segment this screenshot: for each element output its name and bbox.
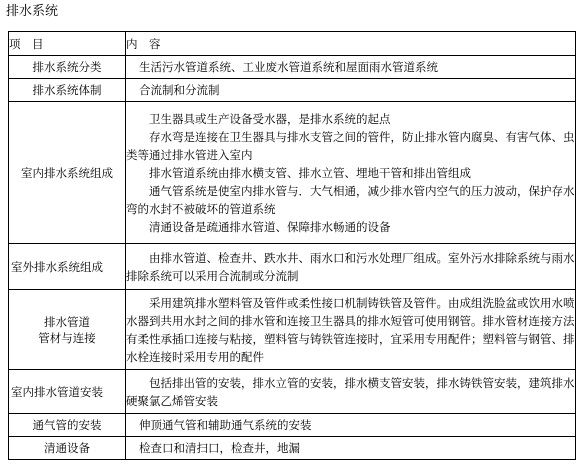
row-content-text: 检查口和清扫口，检查井，地漏: [139, 441, 300, 455]
row-item-label: 排水管道: [44, 314, 90, 329]
table-row: [9, 79, 576, 102]
row-item-label: 排水系统体制: [32, 83, 102, 97]
row-item-label: 清通设备: [44, 441, 90, 455]
row-content-cell: [126, 79, 576, 102]
row-item-label: 室外排水系统组成: [11, 259, 103, 274]
row-content-cell: [126, 290, 576, 370]
table-row: [9, 370, 576, 414]
table-header-row: [9, 32, 576, 56]
table-row: [9, 102, 576, 244]
row-item-label: 管材与连接: [38, 330, 96, 345]
table-row: [9, 414, 576, 437]
row-item-cell: [9, 370, 126, 414]
table-row: [9, 56, 576, 79]
row-content-cell: [126, 56, 576, 79]
drainage-system-table: [8, 31, 576, 460]
row-item-label: 室内排水管道安装: [11, 384, 103, 399]
row-content-paragraph: 包括排出管的安装，排水立管的安装，排水横支管安装，排水铸铁管安装，建筑排水硬聚氯乙烯管安装: [126, 375, 575, 408]
row-item-cell: [9, 102, 126, 244]
header-content: 内 容: [126, 32, 576, 56]
row-item-cell: [9, 290, 126, 370]
row-item-cell: [9, 414, 126, 437]
row-content-text: 伸顶通气管和辅助通气系统的安装: [139, 418, 312, 432]
row-item-label: 排水系统分类: [32, 60, 102, 74]
row-content-paragraph: 通气管系统是使室内排水管与．大气相通，减少排水管内空气的压力波动，保护存水弯的水封不被破坏的管道系统: [126, 183, 575, 216]
table-row: [9, 244, 576, 290]
row-item-cell: [9, 79, 126, 102]
document-title: 排水系统: [6, 4, 59, 19]
row-item-cell: [9, 244, 126, 290]
row-content-paragraph: 采用建筑排水塑料管及管件或柔性接口机制铸铁管及管件。由成组洗脸盆或饮用水喷水器到共用水封之间的排水管和连接卫生器具的排水短管可使用钢管。排水管材连接方法有柔性承插口连接与粘接，塑料管与铸铁管连接时，宜采用专用配件；塑料管与钢管、排水栓连接时采用专用的配件: [126, 295, 575, 364]
row-content-paragraph: 存水弯是连接在卫生器具与排水支管之间的管件，防止排水管内腐臭、有害气体、虫类等通过排水管进入室内: [126, 129, 575, 162]
header-item: 项 目: [9, 32, 126, 56]
row-content-cell: [126, 437, 576, 460]
row-content-paragraph: 排水管道系统由排水横支管、排水立管、埋地干管和排出管组成: [149, 165, 471, 180]
row-content-paragraph: 清通设备是疏通排水管道、保障排水畅通的设备: [149, 219, 391, 234]
row-item-label: 通气管的安装: [32, 418, 102, 432]
row-content-cell: [126, 102, 576, 244]
row-content-cell: [126, 370, 576, 414]
row-content-text: 合流制和分流制: [139, 83, 220, 97]
row-content-paragraph: 卫生器具或生产设备受水器，是排水系统的起点: [149, 111, 391, 126]
row-content-paragraph: 由排水管道、检查井、跌水井、雨水口和污水处理厂组成。室外污水排除系统与雨水排除系统可以采用合流制或分流制: [126, 250, 575, 283]
row-content-cell: [126, 244, 576, 290]
row-item-cell: [9, 437, 126, 460]
row-content-text: 生活污水管道系统、工业废水管道系统和屋面雨水管道系统: [139, 60, 438, 74]
table-row: [9, 290, 576, 370]
table-row: [9, 437, 576, 460]
row-item-cell: [9, 56, 126, 79]
row-content-cell: [126, 414, 576, 437]
row-item-label: 室内排水系统组成: [21, 165, 113, 180]
